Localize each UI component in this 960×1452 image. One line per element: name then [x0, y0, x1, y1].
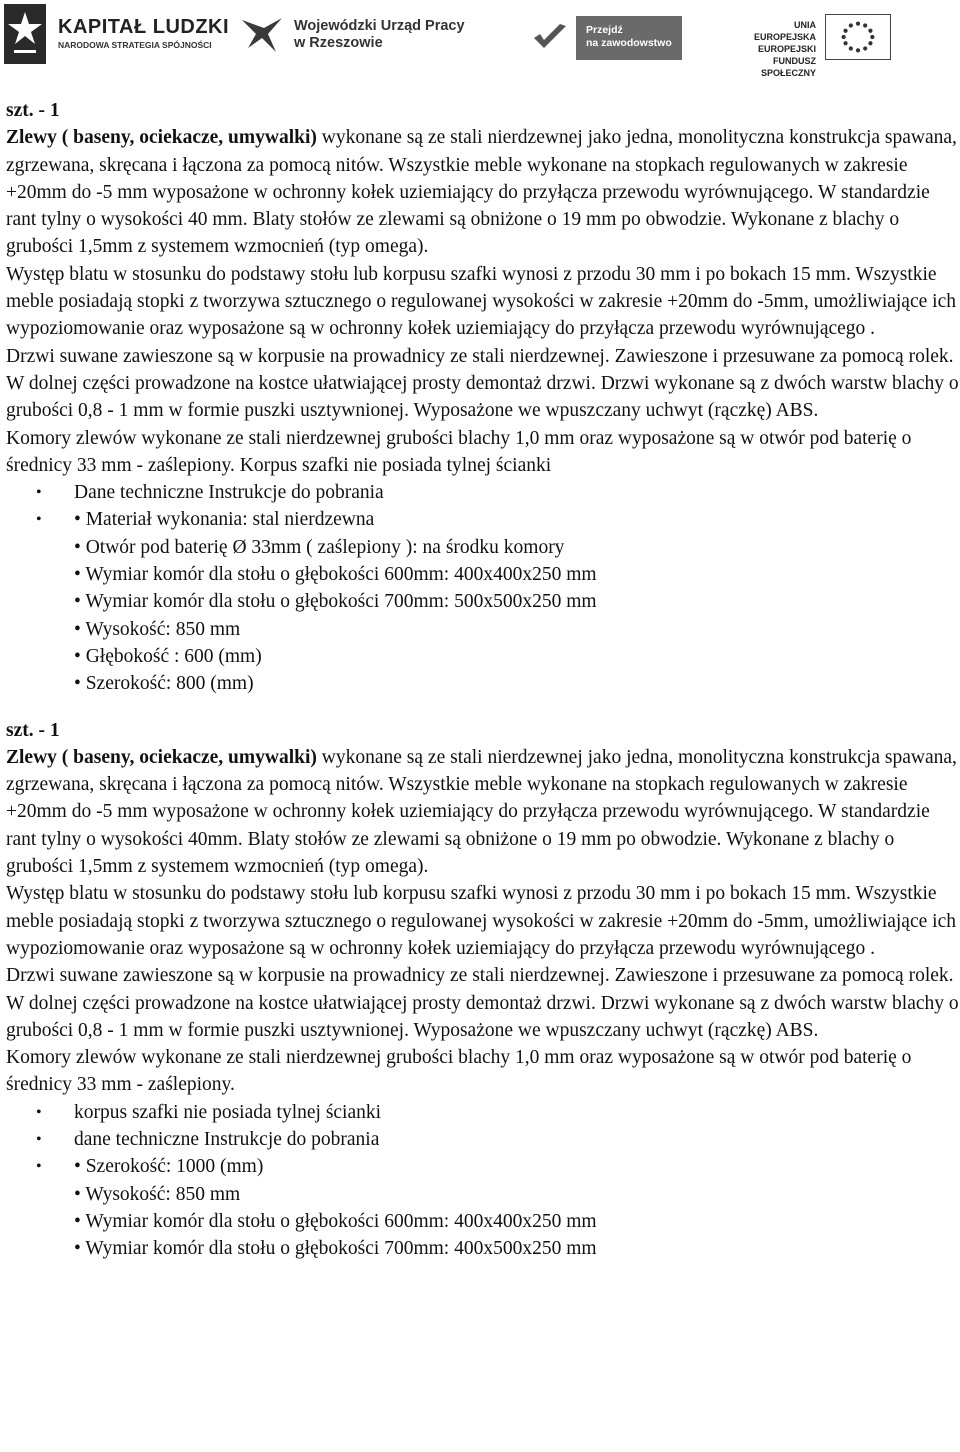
spec-line: • Wymiar komór dla stołu o głębokości 700mm: 400x500x250 mm	[74, 1238, 597, 1260]
spec-line: • Otwór pod baterię Ø 33mm ( zaślepiony ): na środku komory	[74, 536, 565, 558]
document-body	[6, 97, 960, 1262]
section1-bullets	[6, 479, 960, 534]
section2-bullets	[6, 1099, 960, 1181]
section1-doors: Drzwi suwane zawieszone są w korpusie na prowadnicy ze stali nierdzewnej. Zawieszone i przesuwane za pomocą rolek. W dolnej części prowadzone na kostce ułatwiającej prosty demontaż drzwi. Drzwi wykonane są z dwóch warstw blachy o grubości 0,8 - 1 mm w formie puszki usztywnionej. Wyposażone we wpuszczany uchwyt (rączkę) ABS.	[6, 345, 959, 422]
ue-label	[730, 19, 816, 79]
eu-flag-icon	[825, 14, 891, 60]
kl-subtitle: NARODOWA STRATEGIA SPÓJNOŚCI	[58, 40, 212, 50]
section2-bullet-width: • • Szerokość: 1000 (mm)	[6, 1153, 960, 1180]
spec-line: • Wysokość: 850 mm	[74, 618, 241, 640]
przejdz-badge	[576, 16, 682, 60]
section2-bullet-downloads[interactable]: • dane techniczne Instrukcje do pobrania	[6, 1126, 960, 1153]
spec-line: • Wymiar komór dla stołu o głębokości 600mm: 400x400x250 mm	[74, 564, 597, 586]
header-logos	[0, 0, 960, 80]
section1-intro	[6, 124, 960, 260]
kapital-ludzki-label	[58, 16, 229, 51]
kl-title: KAPITAŁ LUDZKI	[58, 16, 230, 38]
section1-specs	[6, 534, 960, 698]
section2-doors: Drzwi suwane zawieszone są w korpusie na prowadnicy ze stali nierdzewnej. Zawieszone i przesuwane za pomocą rolek. W dolnej części prowadzone na kostce ułatwiającej prosty demontaż drzwi. Drzwi wykonane są z dwóch warstw blachy o grubości 0,8 - 1 mm w formie puszki usztywnionej. Wyposażone we wpuszczany uchwyt (rączkę) ABS.	[6, 965, 959, 1041]
section1-intro-text: wykonane są ze stali nierdzewnej jako jedna, monolityczna konstrukcja spawana, zgrzewana, skręcana i łączona za pomocą nitów. Wszystkie meble wykonane na stopkach regulowanych w zakresie +20mm do -5 mm wyposażone w ochronny kołek uziemiający do przyłącza przewodu wyrównującego. W standardzie rant tylny o wysokości 40 mm. Blaty stołów ze zlewami są obniżone o 19 mm po obwodzie. Wykonane z blachy o grubości 1,5mm z systemem wzmocnień (typ omega).	[6, 127, 957, 258]
spec-line: • Wysokość: 850 mm	[74, 1183, 241, 1205]
kapital-ludzki-logo-icon	[4, 4, 46, 64]
section2-overhang: Występ blatu w stosunku do podstawy stołu lub korpusu szafki wynosi z przodu 30 mm i po bokach 15 mm. Wszystkie meble posiadają stopki z tworzywa sztucznego o regulowanej wysokości w zakresie +20mm do -5mm, umożliwiające ich wypoziomowanie oraz wyposażone są w ochronny kołek uziemiający do przyłącza przewodu wyrównującego .	[6, 883, 956, 959]
ue-line1: UNIA EUROPEJSKA	[753, 20, 816, 42]
section2-intro-text: wykonane są ze stali nierdzewnej jako jedna, monolityczna konstrukcja spawana, zgrzewana, skręcana i łączona za pomocą nitów. Wszystkie meble wykonane na stopkach regulowanych w zakresie +20mm do -5 mm wyposażone w ochronny kołek uziemiający do przyłącza przewodu wyrównującego. W standardzie rant tylny o wysokości 40mm. Blaty stołów ze zlewami są obniżone o 19 mm po obwodzie. Wykonane z blachy o grubości 1,5mm z systemem wzmocnień (typ omega).	[6, 746, 957, 878]
section2-bullet-no-back-panel: • korpus szafki nie posiada tylnej ścianki	[6, 1099, 960, 1126]
wup-line1: Wojewódzki Urząd Pracy	[294, 18, 465, 34]
section2-heading: szt. - 1	[6, 719, 60, 741]
ue-line3: FUNDUSZ SPOŁECZNY	[760, 56, 816, 78]
spec-line: • Wymiar komór dla stołu o głębokości 600mm: 400x400x250 mm	[74, 1210, 597, 1232]
wup-logo-icon	[238, 12, 286, 56]
ue-line2: EUROPEJSKI	[757, 44, 816, 54]
wup-label	[294, 18, 465, 52]
section1-chambers: Komory zlewów wykonane ze stali nierdzewnej grubości blachy 1,0 mm oraz wyposażone są w otwór pod baterię o średnicy 33 mm - zaślepiony. Korpus szafki nie posiada tylnej ścianki	[6, 427, 912, 476]
section-divider	[6, 698, 960, 717]
section2-specs	[6, 1181, 960, 1263]
wup-line2: w Rzeszowie	[294, 35, 383, 51]
section2-chambers: Komory zlewów wykonane ze stali nierdzewnej grubości blachy 1,0 mm oraz wyposażone są w otwór pod baterię o średnicy 33 mm - zaślepiony.	[6, 1047, 912, 1096]
section2-intro	[6, 744, 960, 880]
przejdz-logo-icon	[532, 22, 568, 54]
section1-bullet-material: • • Materiał wykonania: stal nierdzewna	[6, 506, 960, 533]
section1-heading: szt. - 1	[6, 100, 60, 121]
spec-line: • Głębokość : 600 (mm)	[74, 645, 262, 667]
section2-intro-bold: Zlewy ( baseny, ociekacze, umywalki)	[6, 746, 317, 768]
section1-bullet-downloads[interactable]: • Dane techniczne Instrukcje do pobrania	[6, 479, 960, 506]
pz-line2: na zawodowstwo	[586, 37, 672, 49]
spec-line: • Wymiar komór dla stołu o głębokości 700mm: 500x500x250 mm	[74, 591, 597, 613]
pz-line1: Przejdź	[586, 24, 623, 36]
spec-line: • Szerokość: 800 (mm)	[74, 673, 254, 695]
section1-overhang: Występ blatu w stosunku do podstawy stołu lub korpusu szafki wynosi z przodu 30 mm i po bokach 15 mm. Wszystkie meble posiadają stopki z tworzywa sztucznego o regulowanej wysokości w zakresie +20mm do -5mm, umożliwiające ich wypoziomowanie oraz wyposażone są w ochronny kołek uziemiający do przyłącza przewodu wyrównującego .	[6, 263, 956, 340]
section1-intro-bold: Zlewy ( baseny, ociekacze, umywalki)	[6, 127, 317, 149]
